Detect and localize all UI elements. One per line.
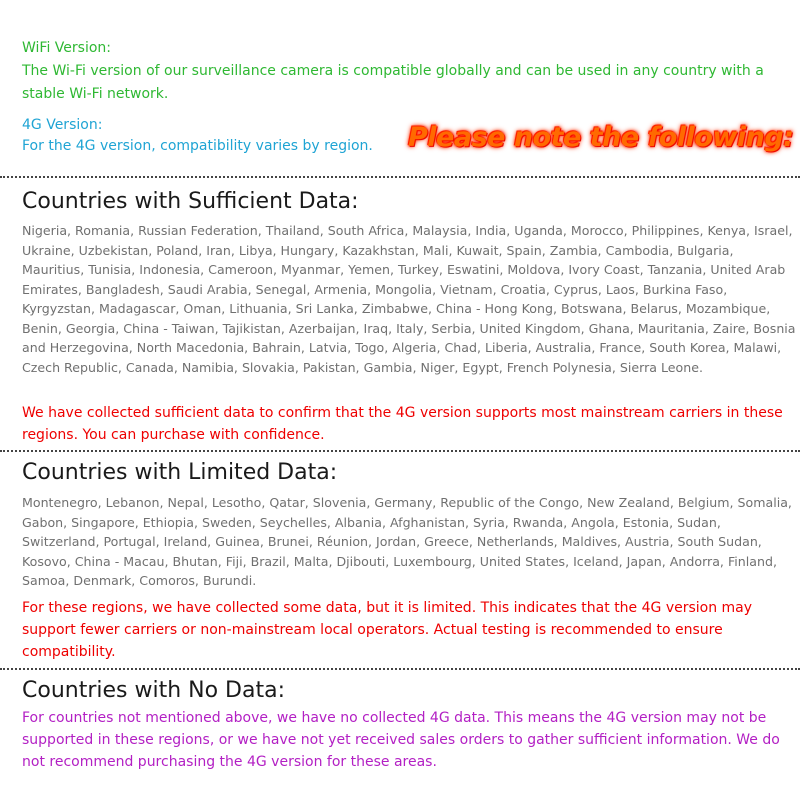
section-divider — [0, 176, 800, 178]
wifi-version-title: WiFi Version: — [22, 40, 111, 56]
limited-data-country-list: Montenegro, Lebanon, Nepal, Lesotho, Qatar, Slovenia, Germany, Republic of the Congo, New Zealand, Belgium, Somalia, Gabon, Singapore, Ethiopia, Sweden, Seychelles, Albania, Afghanistan, Syria, Rwanda, Angola, Estonia, Sudan, Switzerland, Portugal, Ireland, Guinea, Brunei, Réunion, Jordan, Greece, Netherlands, Maldives, Austria, South Sudan, Kosovo, China - Macau, Bhutan, Fiji, Brazil, Malta, Djibouti, Luxembourg, United States, Iceland, Japan, Andorra, Finland, Samoa, Denmark, Comoros, Burundi. — [22, 495, 792, 588]
4g-version-title: 4G Version: — [22, 117, 103, 133]
wifi-version-description: The Wi-Fi version of our surveillance camera is compatible globally and can be used in any country with a stable Wi-Fi network. — [22, 63, 764, 102]
sufficient-data-title: Countries with Sufficient Data: — [22, 189, 359, 214]
4g-version-description: For the 4G version, compatibility varies by region. — [22, 138, 373, 154]
no-data-title: Countries with No Data: — [22, 678, 286, 703]
no-data-note: For countries not mentioned above, we have no collected 4G data. This means the 4G version may not be supported in these regions, or we have not yet received sales orders to gather sufficient information. We do not recommend purchasing the 4G version for these areas. — [22, 710, 780, 770]
limited-data-note: For these regions, we have collected some data, but it is limited. This indicates that the 4G version may support fewer carriers or non-mainstream local operators. Actual testing is recommended to ensure compatibility. — [22, 600, 753, 660]
section-divider — [0, 668, 800, 670]
section-divider — [0, 450, 800, 452]
please-note-banner: Please note the following: — [408, 122, 794, 153]
sufficient-data-note: We have collected sufficient data to confirm that the 4G version supports most mainstream carriers in these regions. You can purchase with confidence. — [22, 405, 783, 443]
sufficient-data-country-list: Nigeria, Romania, Russian Federation, Thailand, South Africa, Malaysia, India, Uganda, Morocco, Philippines, Kenya, Israel, Ukraine, Uzbekistan, Poland, Iran, Libya, Hungary, Kazakhstan, Mali, Kuwait, Spain, Zambia, Cambodia, Bulgaria, Mauritius, Tunisia, Indonesia, Cameroon, Myanmar, Yemen, Turkey, Eswatini, Moldova, Ivory Coast, Tanzania, United Arab Emirates, Bangladesh, Saudi Arabia, Senegal, Armenia, Mongolia, Vietnam, Croatia, Cyprus, Laos, Burkina Faso, Kyrgyzstan, Madagascar, Oman, Lithuania, Sri Lanka, Zimbabwe, China - Hong Kong, Botswana, Belarus, Mozambique, Benin, Georgia, China - Taiwan, Tajikistan, Azerbaijan, Iraq, Italy, Serbia, United Kingdom, Ghana, Mauritania, Zaire, Bosnia and Herzegovina, North Macedonia, Bahrain, Latvia, Togo, Algeria, Chad, Liberia, Australia, France, South Korea, Malawi, Czech Republic, Canada, Namibia, Slovakia, Pakistan, Gambia, Niger, Egypt, French Polynesia, Sierra Leone. — [22, 223, 796, 375]
limited-data-title: Countries with Limited Data: — [22, 460, 338, 485]
